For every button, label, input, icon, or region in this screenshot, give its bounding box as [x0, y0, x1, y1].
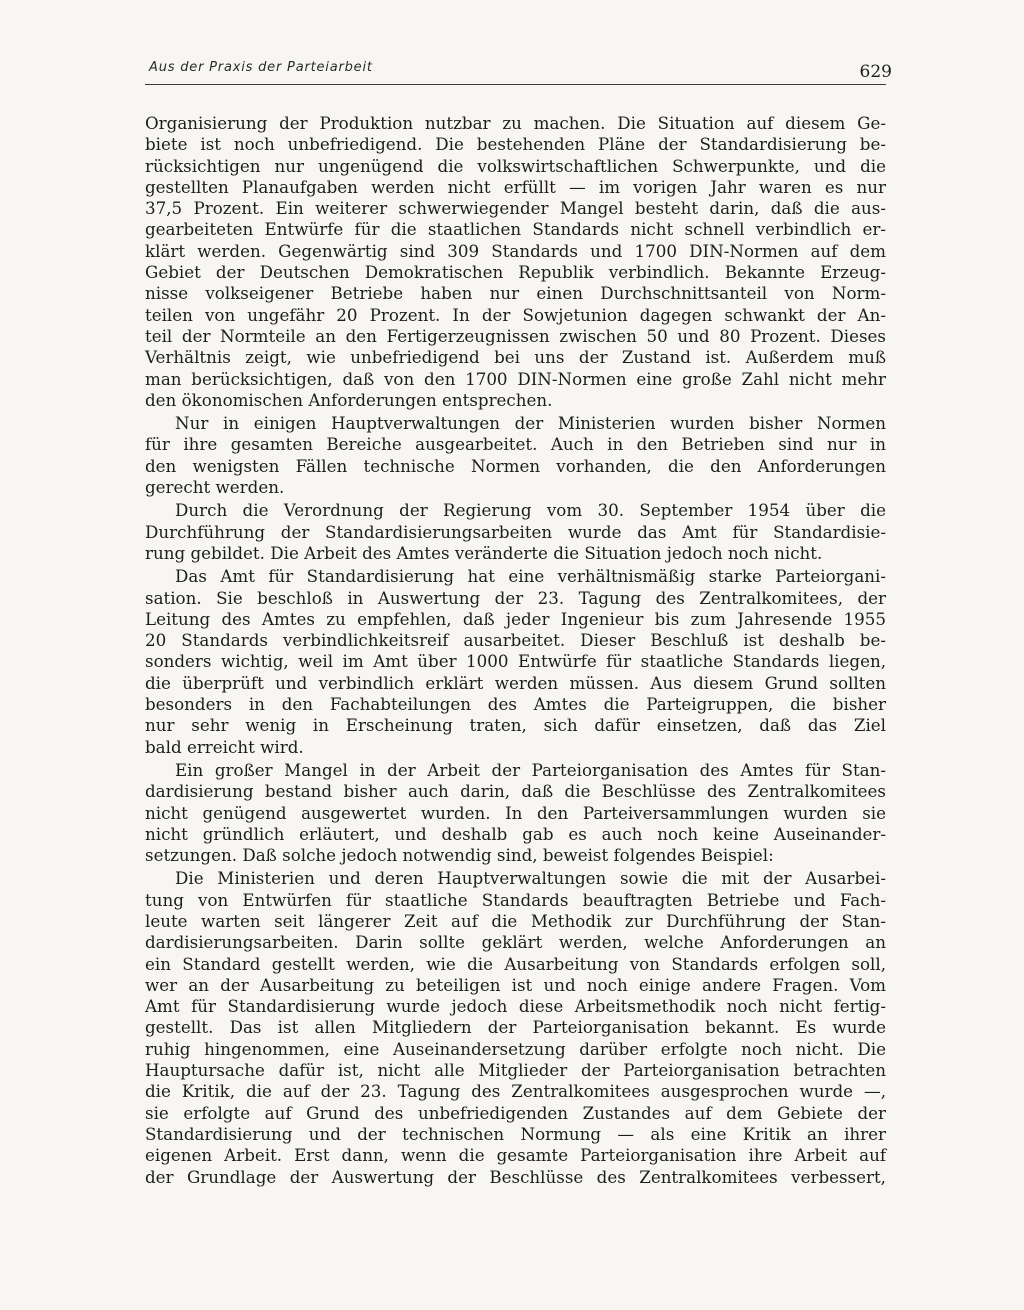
text-line: ruhig hingenommen, eine Auseinandersetzung darüber erfolgte noch nicht. Die — [145, 1038, 886, 1059]
text-line: besonders in den Fachabteilungen des Amtes die Parteigruppen, die bisher — [145, 694, 886, 715]
text-line: teil der Normteile an den Fertigerzeugnissen zwischen 50 und 80 Prozent. Dieses — [145, 325, 886, 346]
text-line: Organisierung der Produktion nutzbar zu machen. Die Situation auf diesem Ge- — [145, 113, 886, 133]
text-line: für ihre gesamten Bereiche ausgearbeitet. Auch in den Betrieben sind nur in — [145, 434, 886, 455]
text-line: klärt werden. Gegenwärtig sind 309 Standards und 1700 DIN-Normen auf dem — [145, 240, 886, 261]
text-line: 37,5 Prozent. Ein weiterer schwerwiegender Mangel besteht darin, daß die aus- — [145, 198, 886, 219]
text-line: nicht genügend ausgewertet wurden. In den Parteiversammlungen wurden sie — [145, 802, 886, 823]
text-line: die Kritik, die auf der 23. Tagung des Zentralkomitees ausgesprochen wurde —, — [145, 1081, 886, 1102]
text-line: die überprüft und verbindlich erklärt werden müssen. Aus diesem Grund sollten — [145, 672, 886, 693]
document-page — [145, 58, 892, 1190]
body-text — [145, 113, 886, 1188]
text-line: sation. Sie beschloß in Auswertung der 23. Tagung des Zentralkomitees, der — [145, 587, 886, 608]
text-line: Standardisierung und der technischen Normung — als eine Kritik an ihrer — [145, 1123, 886, 1144]
text-line: rung gebildet. Die Arbeit des Amtes veränderte die Situation jedoch noch nicht. — [145, 542, 823, 563]
text-line: Hauptursache dafür ist, nicht alle Mitglieder der Parteiorganisation betrachten — [145, 1060, 886, 1081]
text-line: gestellten Planaufgaben werden nicht erfüllt — im vorigen Jahr waren es nur — [145, 176, 886, 197]
text-line: gearbeiteten Entwürfe für die staatlichen Standards nicht schnell verbindlich er- — [145, 219, 886, 240]
text-line: Nur in einigen Hauptverwaltungen der Ministerien wurden bisher Normen — [175, 413, 886, 434]
paragraph — [145, 868, 886, 1187]
text-line: dardisierung bestand bisher auch darin, daß die Beschlüsse des Zentralkomitees — [145, 781, 886, 802]
paragraph — [145, 566, 886, 758]
text-line: setzungen. Daß solche jedoch notwendig sind, beweist folgendes Beispiel: — [145, 845, 774, 866]
running-header — [145, 58, 892, 85]
text-line: man berücksichtigen, daß von den 1700 DIN-Normen eine große Zahl nicht mehr — [145, 368, 886, 389]
text-line: teilen von ungefähr 20 Prozent. In der Sowjetunion dagegen schwankt der An- — [145, 304, 886, 325]
text-line: rücksichtigen nur ungenügend die volkswirtschaftlichen Schwerpunkte, und die — [145, 155, 886, 176]
text-line: nicht gründlich erläutert, und deshalb gab es auch noch keine Auseinander- — [145, 823, 886, 844]
text-line: tung von Entwürfen für staatliche Standards beauftragten Betriebe und Fach- — [145, 889, 886, 910]
text-line: wer an der Ausarbeitung zu beteiligen ist und noch einige andere Fragen. Vom — [145, 974, 886, 995]
text-line: biete ist noch unbefriedigend. Die bestehenden Pläne der Standardisierung be- — [145, 134, 886, 155]
paragraph — [145, 500, 886, 564]
text-line: Amt für Standardisierung wurde jedoch diese Arbeitsmethodik noch nicht fertig- — [145, 996, 886, 1017]
text-line: nisse volkseigener Betriebe haben nur einen Durchschnittsanteil von Norm- — [145, 283, 886, 304]
text-line: den wenigsten Fällen technische Normen vorhanden, die den Anforderungen — [145, 455, 886, 476]
text-line: der Grundlage der Auswertung der Beschlüsse des Zentralkomitees verbessert, — [145, 1166, 886, 1187]
text-line: Durchführung der Standardisierungsarbeiten wurde das Amt für Standardisie- — [145, 521, 886, 542]
text-line: sonders wichtig, weil im Amt über 1000 Entwürfe für staatliche Standards liegen, — [145, 651, 886, 672]
text-line: gestellt. Das ist allen Mitgliedern der Parteiorganisation bekannt. Es wurde — [145, 1017, 886, 1038]
text-line: Das Amt für Standardisierung hat eine verhältnismäßig starke Parteiorgani- — [175, 566, 886, 587]
text-line: den ökonomischen Anforderungen entsprechen. — [145, 389, 553, 410]
text-line: ein Standard gestellt werden, wie die Ausarbeitung von Standards erfolgen soll, — [145, 953, 886, 974]
text-line: leute warten seit längerer Zeit auf die Methodik zur Durchführung der Stan- — [145, 910, 886, 931]
text-line: Verhältnis zeigt, wie unbefriedigend bei uns der Zustand ist. Außerdem muß — [145, 347, 886, 368]
text-line: bald erreicht wird. — [145, 736, 304, 757]
page-number: 629 — [859, 62, 892, 82]
paragraph — [145, 760, 886, 866]
text-line: eigenen Arbeit. Erst dann, wenn die gesamte Parteiorganisation ihre Arbeit auf — [145, 1145, 886, 1166]
paragraph — [145, 113, 886, 411]
text-line: Gebiet der Deutschen Demokratischen Republik verbindlich. Bekannte Erzeug- — [145, 262, 886, 283]
text-line: dardisierungsarbeiten. Darin sollte geklärt werden, welche Anforderungen an — [145, 932, 886, 953]
text-line: Leitung des Amtes zu empfehlen, daß jeder Ingenieur bis zum Jahresende 1955 — [145, 608, 886, 629]
text-line: gerecht werden. — [145, 477, 285, 498]
running-title: Aus der Praxis der Parteiarbeit — [149, 60, 373, 75]
text-line: Ein großer Mangel in der Arbeit der Parteiorganisation des Amtes für Stan- — [175, 759, 886, 780]
text-line: sie erfolgte auf Grund des unbefriedigenden Zustandes auf dem Gebiete der — [145, 1102, 886, 1123]
paragraph — [145, 413, 886, 498]
text-line: Durch die Verordnung der Regierung vom 30. September 1954 über die — [175, 500, 886, 521]
text-line: 20 Standards verbindlichkeitsreif ausarbeitet. Dieser Beschluß ist deshalb be- — [145, 630, 886, 651]
text-line: Die Ministerien und deren Hauptverwaltungen sowie die mit der Ausarbei- — [175, 868, 886, 889]
text-line: nur sehr wenig in Erscheinung traten, sich dafür einsetzen, daß das Ziel — [145, 715, 886, 736]
